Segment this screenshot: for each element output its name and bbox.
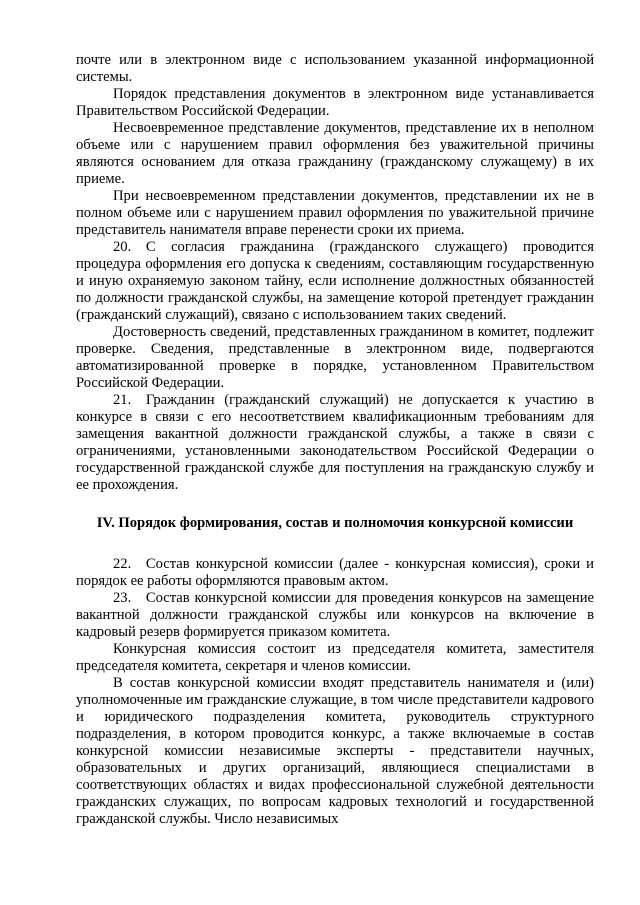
paragraph-item-21: 21. Гражданин (гражданский служащий) не допускается к участию в конкурсе в связи с его несоответствием квалификационным требованиям для замещения вакантной должности гражданской службы, а также в связи с ограничениями, установленными законодательством Российской Федерации о государственной гражданской службе для поступления на гражданскую службу и ее прохождения. <box>76 392 594 493</box>
paragraphs-before <box>76 52 594 494</box>
paragraph: Достоверность сведений, представленных гражданином в комитет, подлежит проверке. Сведения, представленные в электронном виде, подвергаются автоматизированной проверке в порядке, установленном Правительством Российской Федерации. <box>76 324 594 391</box>
section-heading: IV. Порядок формирования, состав и полномочия конкурсной комиссии <box>96 515 574 531</box>
paragraph: В состав конкурсной комиссии входят представитель нанимателя и (или) уполномоченные им гражданские служащие, в том числе представители кадрового и юридического подразделения комитета, руководитель структурного подразделения, в котором проводится конкурс, а также включаемые в состав конкурсной комиссии независимые эксперты - представители научных, образовательных и других организаций, являющиеся специалистами в соответствующих областях и видах профессиональной служебной деятельности гражданских служащих, по вопросам кадровых технологий и государственной гражданской службы. Число независимых <box>76 675 594 827</box>
paragraph: При несвоевременном представлении документов, представлении их не в полном объеме или с нарушением правил оформления по уважительной причине представитель нанимателя вправе перенести сроки их приема. <box>76 188 594 238</box>
paragraphs-after <box>76 556 594 828</box>
paragraph: Несвоевременное представление документов, представление их в неполном объеме или с нарушением правил оформления без уважительной причины являются основанием для отказа гражданину (гражданскому служащему) в их приеме. <box>76 120 594 187</box>
paragraph: Порядок представления документов в электронном виде устанавливается Правительством Российской Федерации. <box>76 86 594 119</box>
paragraph: почте или в электронном виде с использованием указанной информационной системы. <box>76 52 594 85</box>
document-page <box>76 52 594 828</box>
paragraph-item-20: 20. С согласия гражданина (гражданского служащего) проводится процедура оформления его допуска к сведениям, составляющим государственную и иную охраняемую законом тайну, если исполнение должностных обязанностей по должности гражданской службы, на замещение которой претендует гражданин (гражданский служащий), связано с использованием таких сведений. <box>76 239 594 323</box>
paragraph-item-23: 23. Состав конкурсной комиссии для проведения конкурсов на замещение вакантной должности гражданской службы или конкурсов на включение в кадровый резерв формируется приказом комитета. <box>76 590 594 640</box>
paragraph: Конкурсная комиссия состоит из председателя комитета, заместителя председателя комитета, секретаря и членов комиссии. <box>76 641 594 674</box>
paragraph-item-22: 22. Состав конкурсной комиссии (далее - конкурсная комиссия), сроки и порядок ее работы оформляются правовым актом. <box>76 556 594 589</box>
